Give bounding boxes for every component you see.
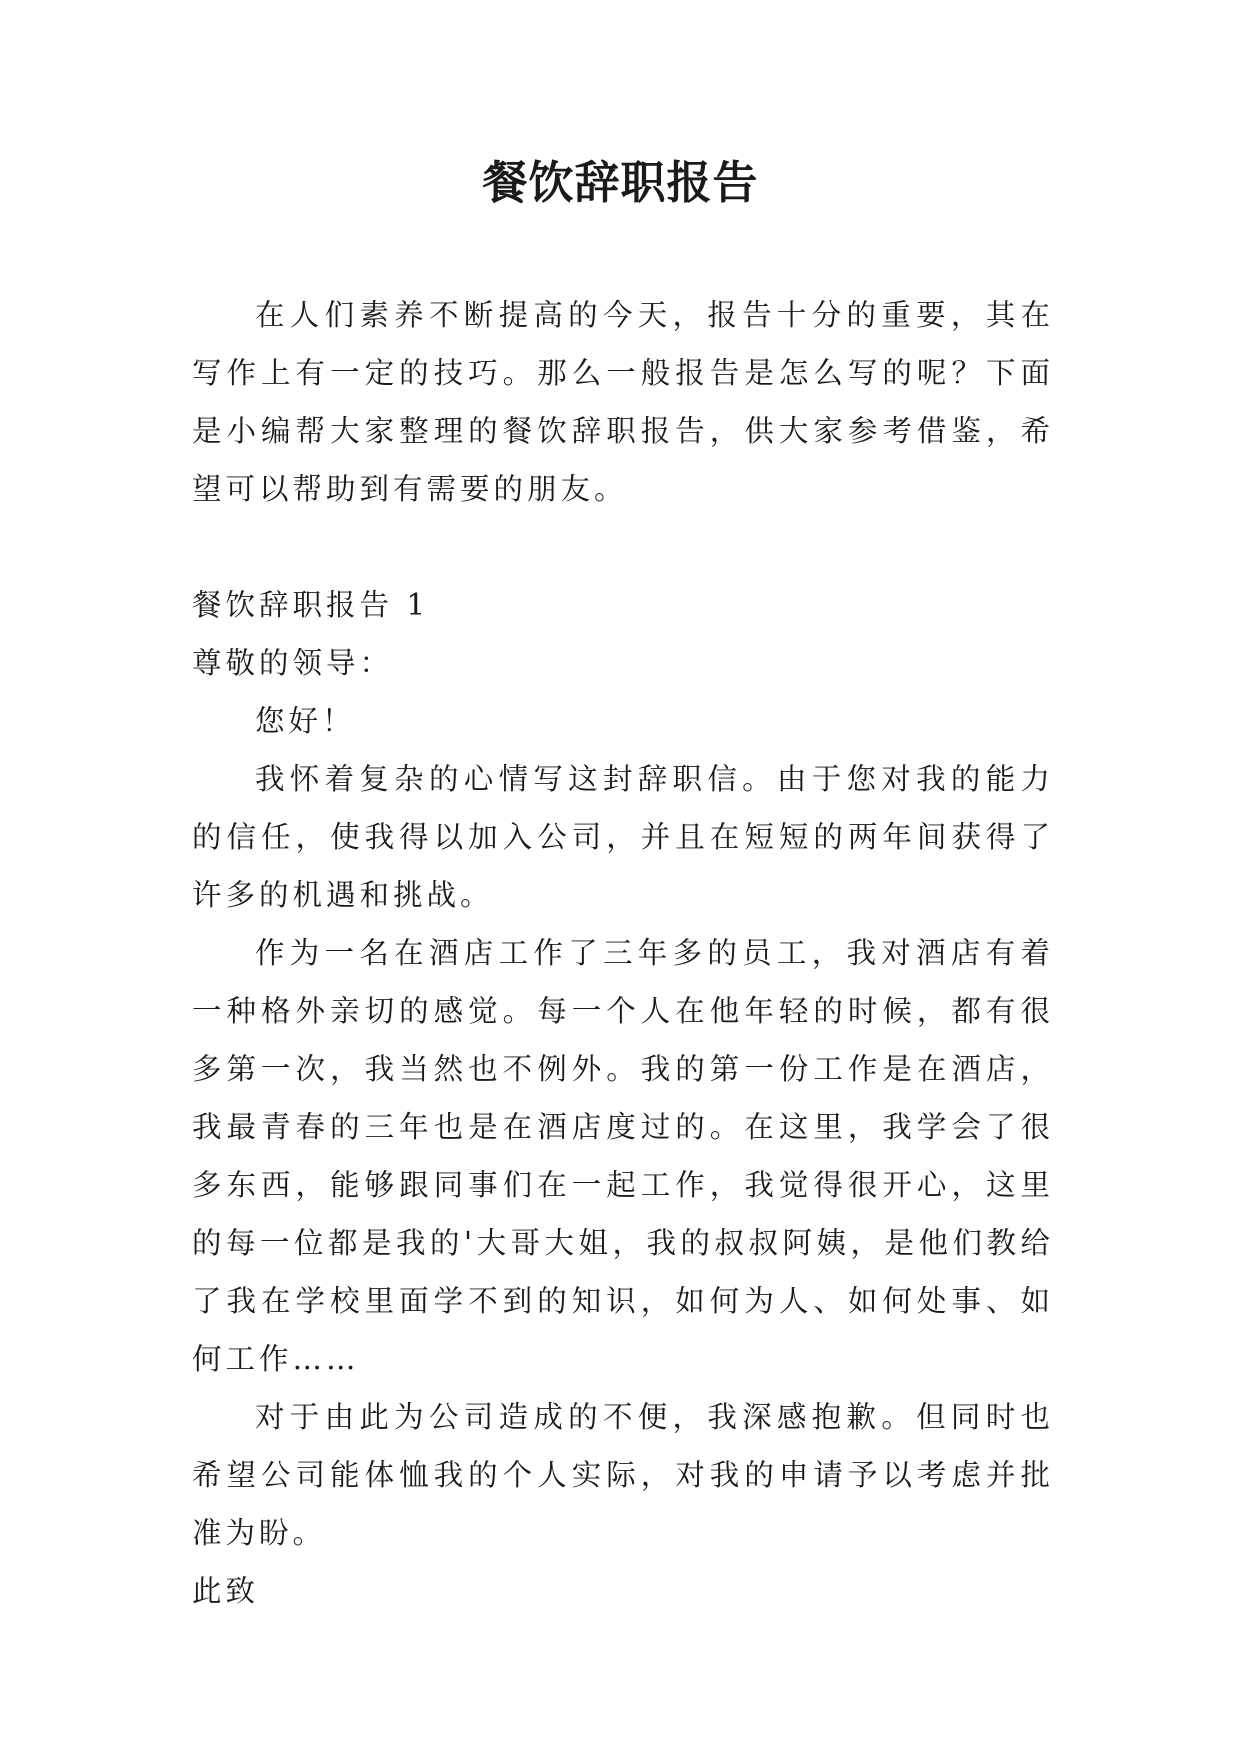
greeting: 您好！	[255, 704, 356, 738]
section-heading: 餐饮辞职报告 1	[192, 588, 430, 622]
body-paragraph: 对于由此为公司造成的不便，我深感抱歉。但同时也希望公司能体恤我的个人实际，对我的申请予以考虑并批准为盼。	[192, 1400, 1054, 1550]
intro-paragraph: 在人们素养不断提高的今天，报告十分的重要，其在写作上有一定的技巧。那么一般报告是怎么写的呢？下面是小编帮大家整理的餐饮辞职报告，供大家参考借鉴，希望可以帮助到有需要的朋友。	[192, 298, 1054, 506]
document-body	[192, 286, 1054, 1620]
document-title: 餐饮辞职报告	[482, 156, 759, 209]
body-paragraph: 我怀着复杂的心情写这封辞职信。由于您对我的能力的信任，使我得以加入公司，并且在短短的两年间获得了许多的机遇和挑战。	[192, 762, 1054, 912]
closing: 此致	[192, 1574, 260, 1608]
paragraph-spacer	[192, 518, 1054, 576]
body-paragraph: 作为一名在酒店工作了三年多的员工，我对酒店有着一种格外亲切的感觉。每一个人在他年轻的时候，都有很多第一次，我当然也不例外。我的第一份工作是在酒店，我最青春的三年也是在酒店度过的。在这里，我学会了很多东西，能够跟同事们在一起工作，我觉得很开心，这里的每一位都是我的'大哥大姐，我的叔叔阿姨，是他们教给了我在学校里面学不到的知识，如何为人、如何处事、如何工作……	[192, 936, 1054, 1376]
salutation: 尊敬的领导：	[192, 646, 394, 680]
